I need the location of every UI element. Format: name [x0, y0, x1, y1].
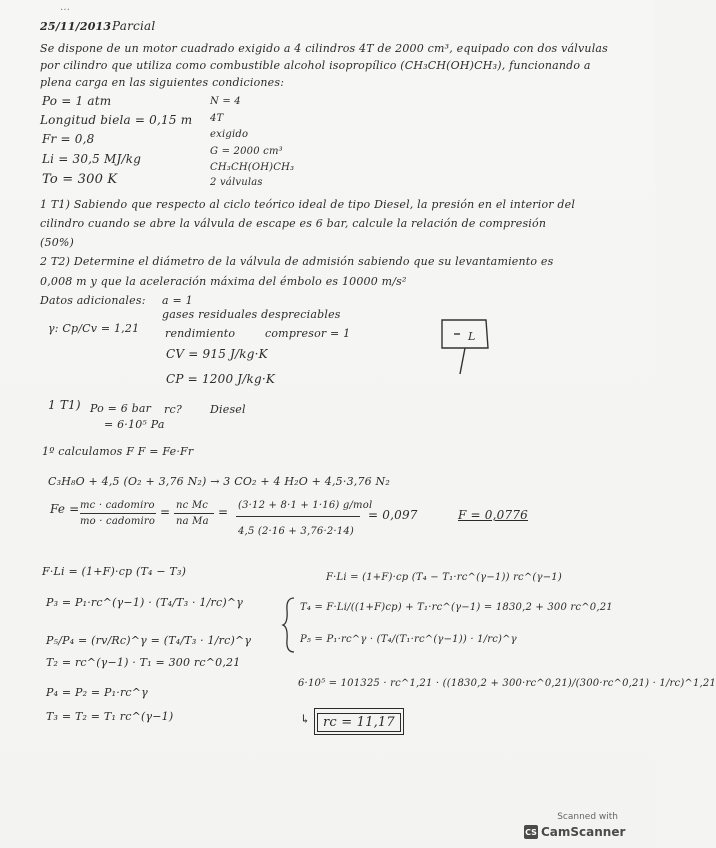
result-arrow: ↳	[300, 712, 311, 726]
cond-exigido: exigido	[210, 129, 249, 140]
extra-heading: Datos adicionales:	[40, 294, 146, 307]
extra-cp: CP = 1200 J/kg·K	[166, 372, 276, 386]
result-frame	[314, 708, 404, 735]
fe-frac3-num: (3·12 + 8·1 + 1·16) g/mol	[238, 500, 373, 511]
cond-po: Po = 1 atm	[42, 94, 112, 108]
cond-valvulas: 2 válvulas	[210, 177, 263, 188]
fe-frac3-den: 4,5 (2·16 + 3,76·2·14)	[238, 526, 354, 537]
eq-p4: P₄ = P₂ = P₁·rc^γ	[46, 686, 148, 699]
eq-energy: F·Li = (1+F)·cp (T₄ − T₃)	[42, 565, 187, 578]
eq-p5-ratio: P₅/P₄ = (rv/Rc)^γ = (T₄/T₃ · 1/rc)^γ	[46, 634, 252, 647]
fe-eq2: =	[218, 505, 229, 519]
cond-g: G = 2000 cm³	[210, 146, 283, 157]
q1-line-3: (50%)	[40, 236, 75, 249]
sol-reaction: C₃H₈O + 4,5 (O₂ + 3,76 N₂) → 3 CO₂ + 4 H₂O + 4,5·3,76 N₂	[48, 475, 390, 488]
fe-frac2-den: na Ma	[176, 516, 209, 527]
exam-tag: Parcial	[112, 19, 156, 33]
f-value: F = 0,0776	[458, 508, 528, 522]
eq-final: 6·10⁵ = 101325 · rc^1,21 · ((1830,2 + 300·rc^0,21)/(300·rc^0,21) · 1/rc)^1,21	[298, 678, 716, 689]
watermark-small: Scanned with	[557, 812, 618, 822]
extra-rendimiento: rendimiento	[165, 327, 236, 340]
camscanner-watermark	[524, 812, 626, 844]
extra-compresor: compresor = 1	[265, 327, 351, 340]
q1-line-1: 1 T1) Sabiendo que respecto al ciclo teórico ideal de tipo Diesel, la presión en el interior del	[40, 198, 576, 211]
eq-t3: T₃ = T₂ = T₁ rc^(γ−1)	[46, 710, 174, 723]
eq-right-energy: F·Li = (1+F)·cp (T₄ − T₁·rc^(γ−1)) rc^(γ−1)	[326, 572, 562, 583]
eq-t4: T₄ = F·Li/((1+F)cp) + T₁·rc^(γ−1) = 1830,2 + 300 rc^0,21	[300, 602, 613, 613]
q1-line-2: cilindro cuando se abre la válvula de escape es 6 bar, calcule la relación de compresión	[40, 217, 547, 230]
extra-gamma: γ: Cp/Cv = 1,21	[48, 322, 140, 335]
camscanner-logo-icon: CS	[524, 825, 538, 839]
valve-sketch	[432, 314, 502, 380]
extra-a: a = 1	[162, 294, 193, 307]
fe-frac3-bar	[236, 516, 360, 517]
extra-cv: CV = 915 J/kg·K	[166, 347, 268, 361]
fe-eq1: =	[160, 505, 171, 519]
eq-p5: P₅ = P₁·rc^γ · (T₄/(T₁·rc^(γ−1)) · 1/rc)^γ	[300, 634, 517, 645]
eq-t2: T₂ = rc^(γ−1) · T₁ = 300 rc^0,21	[46, 656, 241, 669]
sol-diesel: Diesel	[210, 403, 246, 416]
cond-formula: CH₃CH(OH)CH₃	[210, 162, 295, 173]
result-value: rc = 11,17	[317, 713, 401, 732]
cond-li: Li = 30,5 MJ/kg	[42, 152, 142, 166]
statement-line-2: por cilindro que utiliza como combustible alcohol isopropílico (CH₃CH(OH)CH₃), funcionando a	[40, 59, 591, 72]
sol-po2: = 6·10⁵ Pa	[104, 418, 165, 431]
fe-value: = 0,097	[368, 508, 418, 522]
cond-4t: 4T	[210, 113, 224, 124]
sol-step1: 1º calculamos F F = Fe·Fr	[42, 445, 194, 458]
fe-frac1-num: mc · cadomiro	[80, 500, 155, 511]
watermark-brand-row	[524, 825, 625, 839]
top-scribble: ...	[60, 2, 71, 13]
sketch-label: L	[468, 330, 476, 343]
eq-p3: P₃ = P₁·rc^(γ−1) · (T₄/T₃ · 1/rc)^γ	[46, 596, 244, 609]
sol-t1: 1 T1)	[48, 398, 81, 412]
fe-frac2-bar	[174, 513, 214, 514]
fe-frac1-den: mo · cadomiro	[80, 516, 156, 527]
brace	[282, 596, 296, 654]
statement-line-1: Se dispone de un motor cuadrado exigido a 4 cilindros 4T de 2000 cm³, equipado con dos válvulas	[40, 42, 609, 55]
sol-po: Po = 6 bar	[90, 402, 152, 415]
watermark-brand: CamScanner	[541, 825, 626, 839]
extra-gases: gases residuales despreciables	[162, 308, 341, 321]
fe-frac1-bar	[80, 513, 156, 514]
q2-line-1: 2 T2) Determine el diámetro de la válvula de admisión sabiendo que su levantamiento es	[40, 255, 554, 268]
exam-date: 25/11/2013	[40, 20, 112, 33]
cond-fr: Fr = 0,8	[42, 132, 95, 146]
fe-frac2-num: nc Mc	[176, 500, 209, 511]
cond-n: N = 4	[210, 96, 241, 107]
statement-line-3: plena carga en las siguientes condiciones:	[40, 76, 285, 89]
cond-to: To = 300 K	[42, 172, 118, 187]
q2-line-2: 0,008 m y que la aceleración máxima del émbolo es 10000 m/s²	[40, 275, 407, 288]
fe-lhs: Fe =	[50, 502, 80, 516]
cond-biela: Longitud biela = 0,15 m	[40, 113, 193, 127]
sol-rc: rc?	[164, 403, 182, 416]
